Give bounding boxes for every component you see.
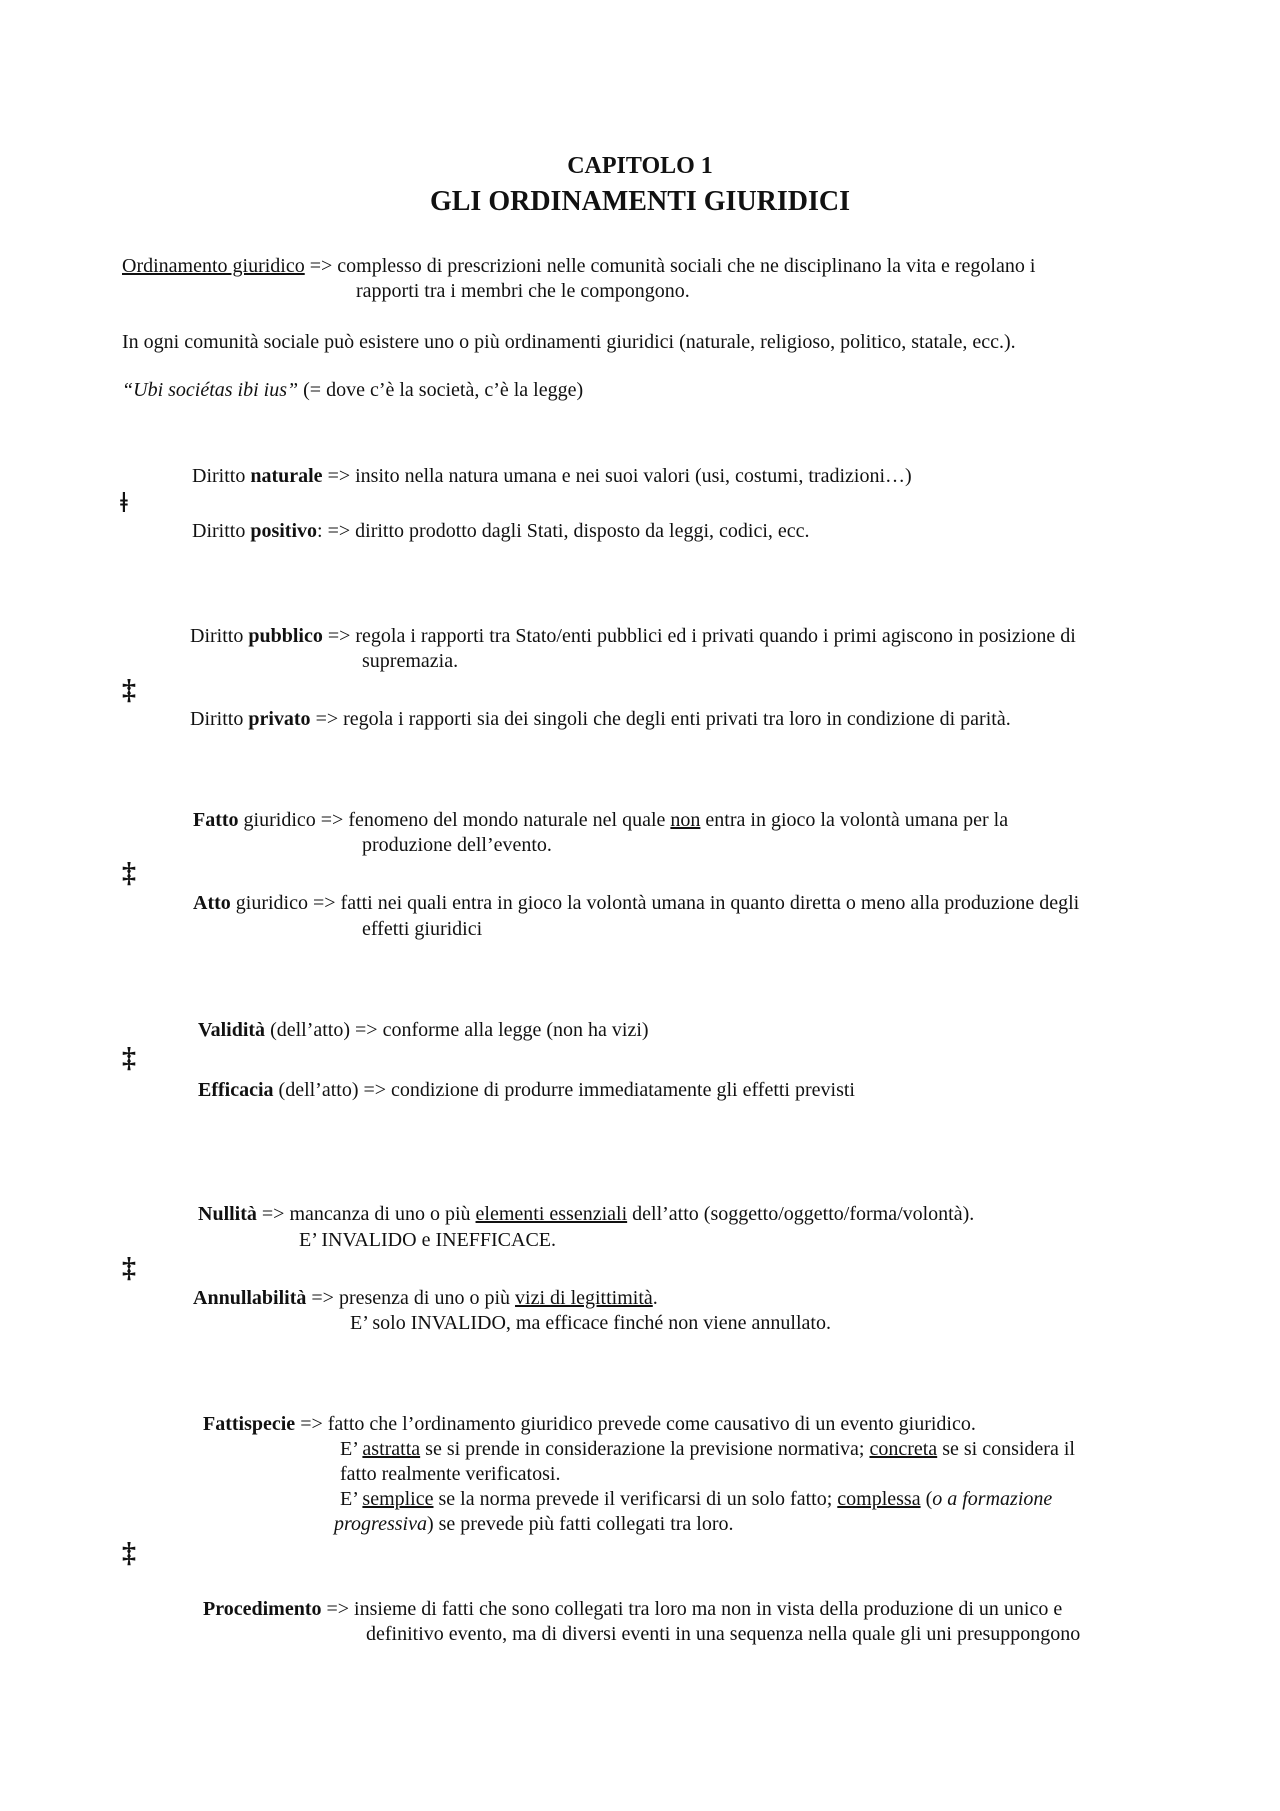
fatto-giuridico-cont: produzione dell’evento. — [362, 834, 552, 856]
term-pubblico: pubblico — [248, 625, 323, 647]
double-dagger-symbol: ‡ — [122, 1538, 136, 1569]
efficacia-line — [198, 1078, 855, 1103]
nullita-cont: E’ INVALIDO e INEFFICACE. — [299, 1229, 557, 1251]
fattispecie-line-5 — [334, 1512, 734, 1537]
procedimento-cont: definitivo evento, ma di diversi eventi in una sequenza nella quale gli uni presuppongono — [366, 1623, 1081, 1645]
text: ) se prevede più fatti collegati tra loro. — [426, 1513, 734, 1535]
term-nullita: Nullità — [198, 1203, 257, 1225]
motto-translation: (= dove c’è la società, c’è la legge) — [298, 379, 584, 401]
text: => regola i rapporti sia dei singoli che degli enti privati tra loro in condizione di parità. — [310, 708, 1011, 730]
fattispecie-line-4 — [340, 1487, 1052, 1512]
diritto-privato-line — [190, 707, 1011, 732]
term-fatto: Fatto — [193, 809, 239, 831]
italic-text: progressiva — [334, 1513, 427, 1535]
term-efficacia: Efficacia — [198, 1079, 274, 1101]
underlined-astratta: astratta — [362, 1438, 421, 1460]
underlined-concreta: concreta — [869, 1438, 938, 1460]
text: => insito nella natura umana e nei suoi valori (usi, costumi, tradizioni…) — [322, 465, 912, 487]
text: giuridico => fenomeno del mondo naturale nel quale — [238, 809, 671, 831]
text: : => diritto prodotto dagli Stati, disposto da leggi, codici, ecc. — [317, 520, 810, 542]
atto-giuridico-line — [193, 891, 1079, 916]
term-atto: Atto — [193, 892, 231, 914]
definition-line-1 — [122, 254, 1035, 279]
double-dagger-symbol: ‡ — [122, 1043, 136, 1074]
underlined-complessa: complessa — [837, 1488, 921, 1510]
diritto-positivo-line — [192, 519, 810, 544]
motto-line — [122, 378, 583, 403]
term-fattispecie: Fattispecie — [203, 1413, 296, 1435]
text: => mancanza di uno o più — [256, 1203, 476, 1225]
diritto-pubblico-line — [190, 624, 1076, 649]
diritto-pubblico-cont: supremazia. — [362, 650, 459, 672]
annullabilita-cont: E’ solo INVALIDO, ma efficace finché non viene annullato. — [350, 1312, 831, 1334]
diritto-naturale-line — [192, 464, 912, 489]
motto-latin: “Ubi sociétas ibi ius” — [122, 379, 299, 401]
term-naturale: naturale — [250, 465, 323, 487]
underlined-vizi-di-legittimita: vizi di legittimità — [515, 1287, 653, 1309]
nullita-line — [198, 1202, 974, 1227]
double-dagger-symbol: ‡ — [122, 1253, 136, 1284]
text: dell’atto (soggetto/oggetto/forma/volontà). — [627, 1203, 975, 1225]
definition-term: Ordinamento giuridico — [122, 255, 305, 277]
validita-line — [198, 1018, 649, 1043]
page-title: GLI ORDINAMENTI GIURIDICI — [429, 186, 851, 217]
chapter-label: CAPITOLO 1 — [567, 153, 713, 179]
underlined-elementi-essenziali: elementi essenziali — [475, 1203, 628, 1225]
text: Diritto — [190, 625, 249, 647]
intro-paragraph: In ogni comunità sociale può esistere uno o più ordinamenti giuridici (naturale, religioso, politico, statale, ecc.). — [122, 331, 1016, 353]
text: (dell’atto) => condizione di produrre immediatamente gli effetti previsti — [273, 1079, 855, 1101]
term-validita: Validità — [198, 1019, 266, 1041]
text: => presenza di uno o più — [306, 1287, 516, 1309]
procedimento-line — [203, 1597, 1062, 1622]
text: se si prende in considerazione la previsione normativa; — [420, 1438, 870, 1460]
text: => insieme di fatti che sono collegati tra loro ma non in vista della produzione di un unico e — [321, 1598, 1063, 1620]
text: . — [652, 1287, 658, 1309]
text: se si considera il — [937, 1438, 1075, 1460]
text: Diritto — [192, 520, 251, 542]
fattispecie-line-3: fatto realmente verificatosi. — [340, 1463, 561, 1485]
term-positivo: positivo — [250, 520, 318, 542]
text: Diritto — [192, 465, 251, 487]
text: Diritto — [190, 708, 249, 730]
fattispecie-line-2 — [340, 1437, 1075, 1462]
text: giuridico => fatti nei quali entra in gioco la volontà umana in quanto diretta o meno alla produzione degli — [230, 892, 1080, 914]
text: E’ — [340, 1488, 363, 1510]
atto-giuridico-cont: effetti giuridici — [362, 918, 483, 940]
fattispecie-line — [203, 1412, 976, 1437]
definition-text: => complesso di prescrizioni nelle comunità sociali che ne disciplinano la vita e regolano i — [304, 255, 1036, 277]
double-dagger-symbol: ‡ — [122, 858, 136, 889]
term-annullabilita: Annullabilità — [193, 1287, 307, 1309]
underlined-semplice: semplice — [362, 1488, 434, 1510]
italic-text: o a formazione — [932, 1488, 1053, 1510]
term-procedimento: Procedimento — [203, 1598, 322, 1620]
underlined-non: non — [670, 809, 701, 831]
text: ( — [920, 1488, 933, 1510]
text: => regola i rapporti tra Stato/enti pubblici ed i privati quando i primi agiscono in posizione di — [322, 625, 1076, 647]
text: E’ — [340, 1438, 363, 1460]
definition-line-2: rapporti tra i membri che le compongono. — [356, 280, 690, 302]
text: entra in gioco la volontà umana per la — [700, 809, 1009, 831]
term-privato: privato — [248, 708, 311, 730]
annullabilita-line — [193, 1286, 658, 1311]
fatto-giuridico-line — [193, 808, 1008, 833]
text: se la norma prevede il verificarsi di un solo fatto; — [433, 1488, 838, 1510]
single-dagger-symbol: ǂ — [120, 488, 128, 519]
text: => fatto che l’ordinamento giuridico prevede come causativo di un evento giuridico. — [295, 1413, 976, 1435]
double-dagger-symbol: ‡ — [122, 675, 136, 706]
text: (dell’atto) => conforme alla legge (non ha vizi) — [265, 1019, 649, 1041]
